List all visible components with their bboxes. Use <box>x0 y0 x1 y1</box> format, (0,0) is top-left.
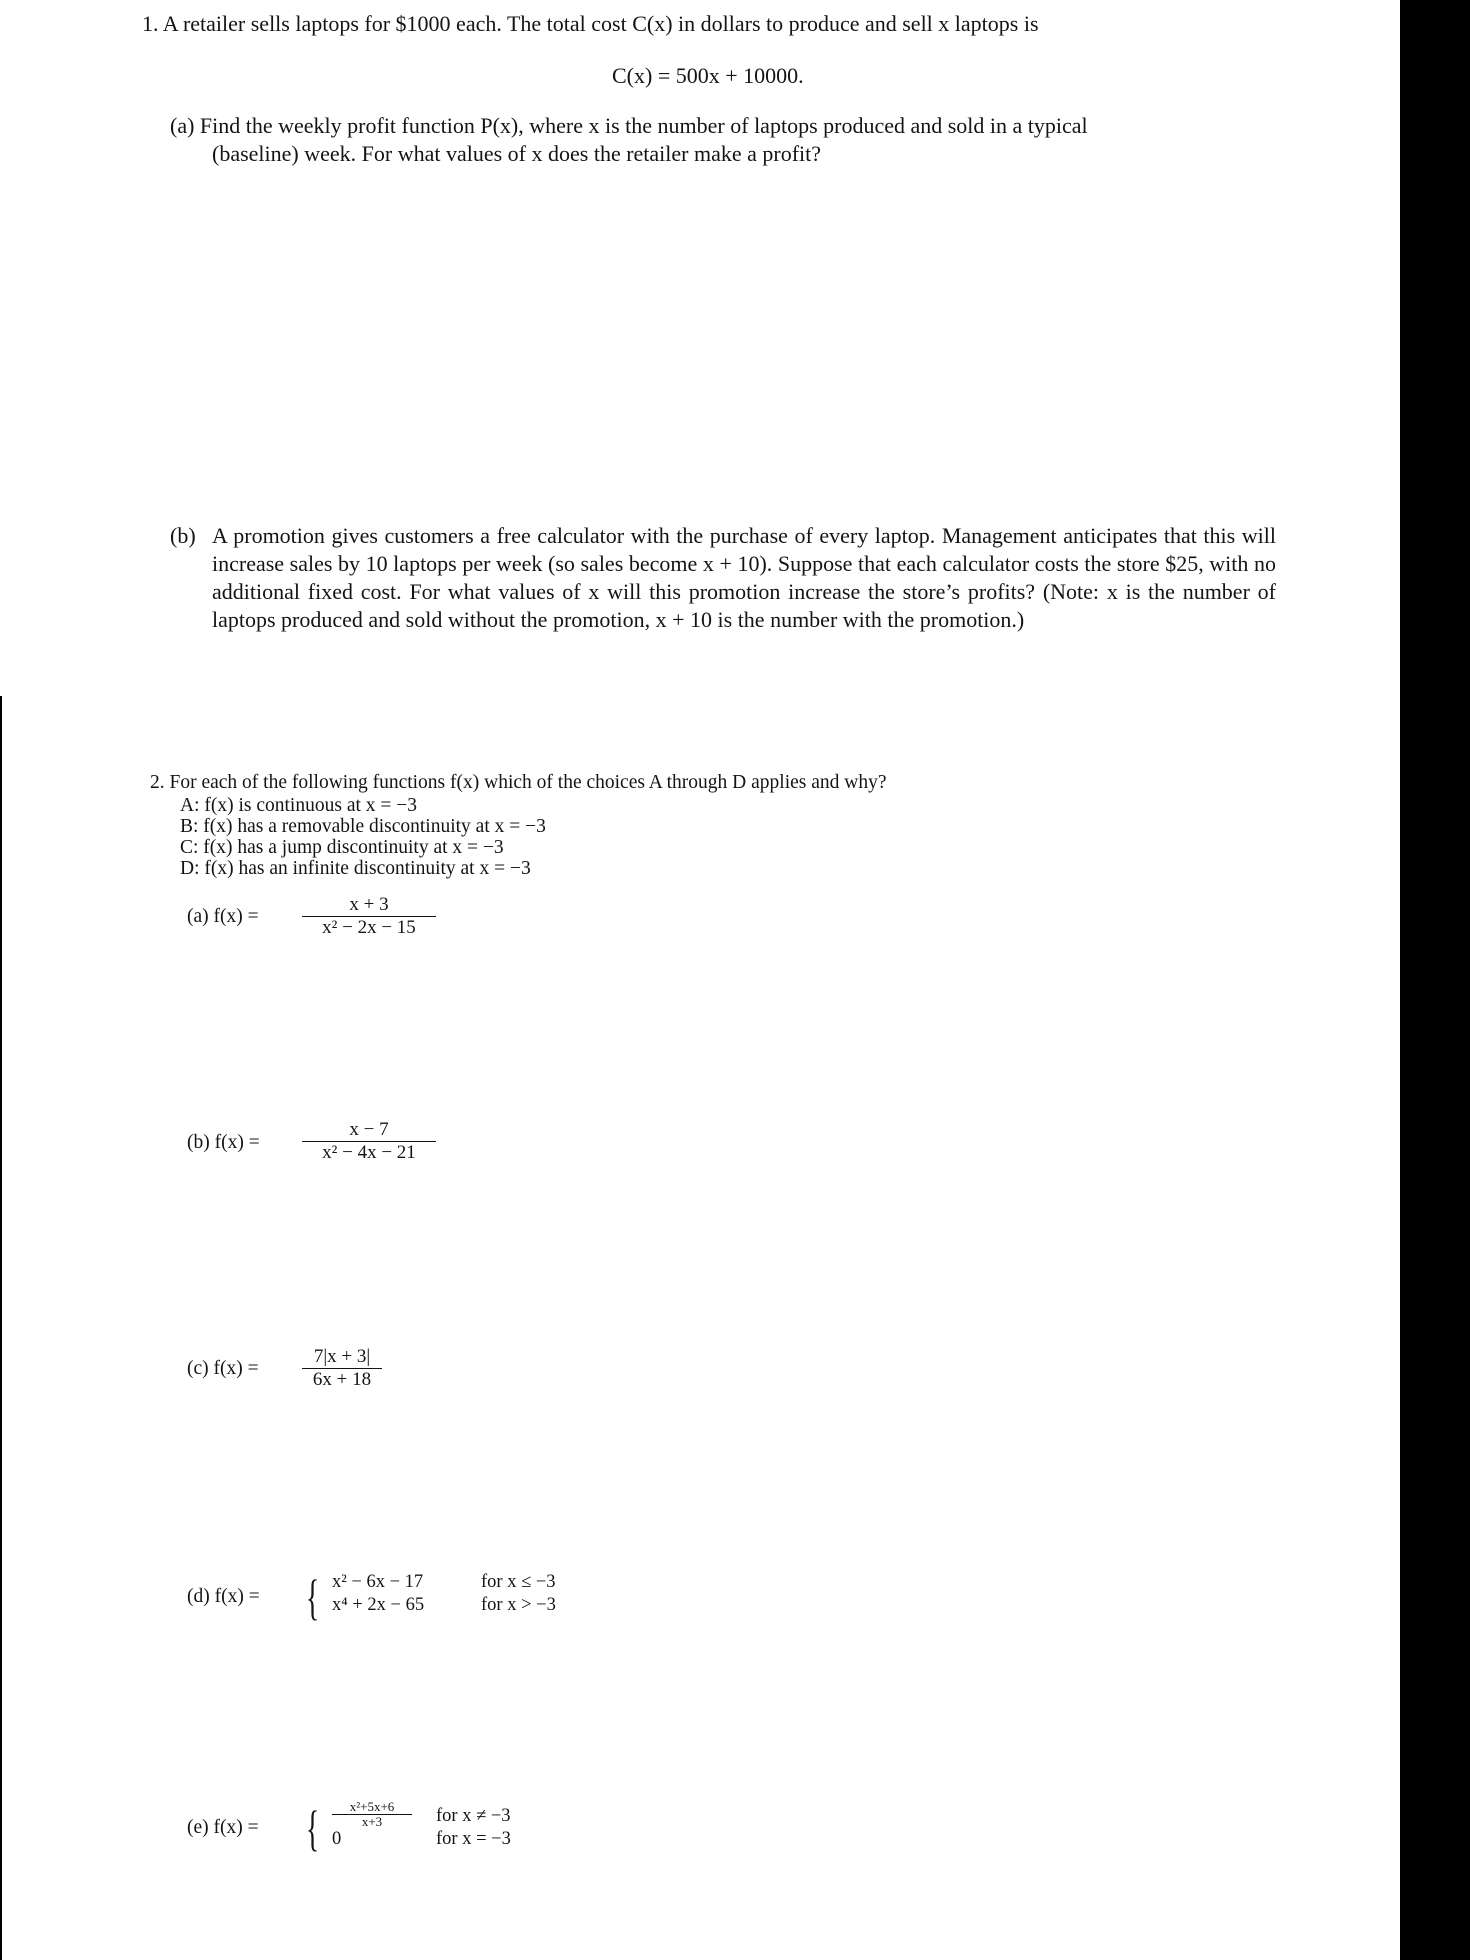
q2a-fraction <box>302 894 436 939</box>
q2b-numerator: x − 7 <box>349 1119 389 1140</box>
q2b-label: (b) f(x) = <box>187 1132 260 1153</box>
left-brace: { <box>306 1800 320 1856</box>
q2e-case1-numerator: x²+5x+6 <box>349 1799 395 1814</box>
q2e-label: (e) f(x) = <box>187 1817 259 1838</box>
left-brace: { <box>306 1569 320 1625</box>
q2d-case2-expr: x⁴ + 2x − 65 <box>332 1595 425 1615</box>
q2c-label: (c) f(x) = <box>187 1358 259 1379</box>
q2c-fraction <box>302 1346 382 1391</box>
choice-c: C: f(x) has a jump discontinuity at x = −3 <box>180 837 504 858</box>
q1a-line-1: (a) Find the weekly profit function P(x), where x is the number of laptops produced and sold in a typical <box>170 113 1088 138</box>
q2d-case1-expr: x² − 6x − 17 <box>332 1572 424 1592</box>
q1-intro: 1. A retailer sells laptops for $1000 each. The total cost C(x) in dollars to produce and sell x laptops is <box>142 11 1039 36</box>
q2d-label: (d) f(x) = <box>187 1586 260 1607</box>
q2e-case1-denominator: x+3 <box>361 1814 383 1829</box>
q2b-denominator: x² − 4x − 21 <box>322 1142 416 1163</box>
q2e-case2-cond: for x = −3 <box>436 1829 511 1849</box>
q1a-line-2: (baseline) week. For what values of x does the retailer make a profit? <box>212 141 822 166</box>
q2a-label: (a) f(x) = <box>187 906 259 927</box>
q2e-case2-expr: 0 <box>332 1829 342 1849</box>
scan-edge-left <box>0 696 2 1960</box>
q1b-text: A promotion gives customers a free calculator with the purchase of every laptop. Management anticipates that this will increase sales by 10 laptops per week (so sales become x + 10). Suppose that each calculator costs the store $25, with no additional fixed cost. For what values of x will this promotion increase the store’s profits? (Note: x is the number of laptops produced and sold without the promotion, x + 10 is the number with the promotion.) <box>212 523 1276 632</box>
q1-cost-equation: C(x) = 500x + 10000. <box>612 63 804 88</box>
choice-a: A: f(x) is continuous at x = −3 <box>180 795 418 816</box>
q2a-numerator: x + 3 <box>349 894 389 915</box>
q2c-denominator: 6x + 18 <box>312 1369 372 1390</box>
choice-b: B: f(x) has a removable discontinuity at x = −3 <box>180 816 546 837</box>
q2c-numerator: 7|x + 3| <box>313 1346 371 1367</box>
q2e-case1-cond: for x ≠ −3 <box>436 1806 511 1826</box>
q2a-denominator: x² − 2x − 15 <box>322 917 416 938</box>
q2d-case1-cond: for x ≤ −3 <box>481 1572 556 1592</box>
q2b-fraction <box>302 1119 436 1164</box>
choice-d: D: f(x) has an infinite discontinuity at x = −3 <box>180 858 531 879</box>
q2-intro: 2. For each of the following functions f(x) which of the choices A through D applies and why? <box>150 772 887 793</box>
q2d-case2-cond: for x > −3 <box>481 1595 556 1615</box>
q1b-label: (b) <box>170 523 196 548</box>
scan-edge-right <box>1400 0 1470 1960</box>
